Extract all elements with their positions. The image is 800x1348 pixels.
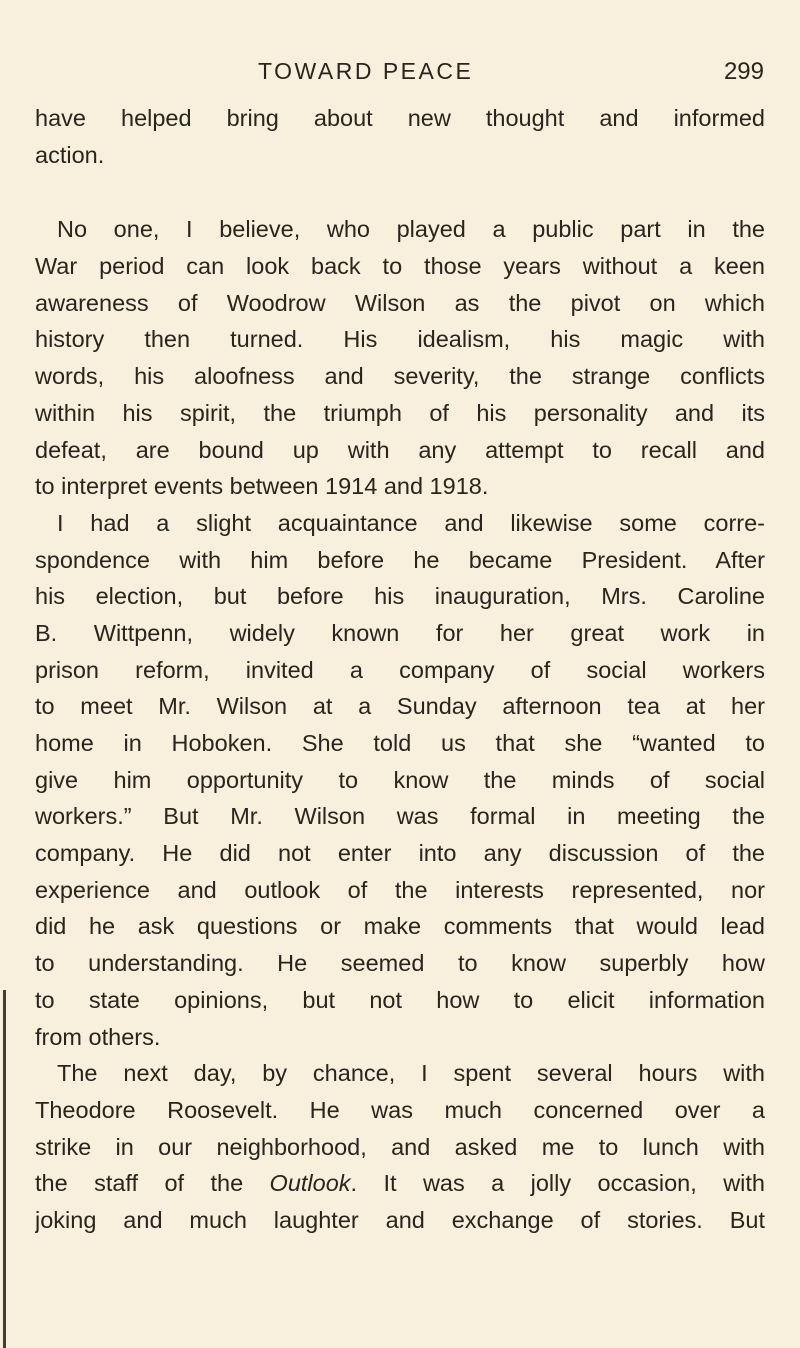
paragraph: [35, 211, 765, 505]
text-line: to understanding. He seemed to know superbly how: [35, 950, 765, 977]
body-text: [35, 100, 765, 1239]
text-line: action.: [35, 141, 105, 168]
paragraph: [35, 505, 765, 1055]
text-line: I had a slight acquaintance and likewise some corre-: [57, 509, 765, 536]
text-line: The next day, by chance, I spent several hours with: [57, 1060, 765, 1087]
text-line: prison reform, invited a company of social workers: [35, 656, 765, 683]
page-number: 299: [723, 58, 764, 85]
text-line: give him opportunity to know the minds of social: [35, 766, 765, 793]
text-line: defeat, are bound up with any attempt to recall and: [35, 436, 765, 463]
page-edge-shadow: [3, 990, 6, 1348]
text-line: did he ask questions or make comments that would lead: [35, 913, 765, 940]
text-line: strike in our neighborhood, and asked me to lunch with: [35, 1133, 765, 1160]
text-line: company. He did not enter into any discussion of the: [35, 840, 765, 867]
text-line: experience and outlook of the interests represented, nor: [35, 876, 765, 903]
text-line: No one, I believe, who played a public part in the: [57, 216, 765, 243]
running-header: [0, 58, 800, 92]
text-line: his election, but before his inauguration, Mrs. Caroline: [35, 583, 765, 610]
text-line: to interpret events between 1914 and 1918.: [35, 473, 489, 500]
text-line: to meet Mr. Wilson at a Sunday afternoon tea at her: [35, 693, 765, 720]
text-span: the staff of the: [35, 1170, 270, 1197]
paragraph: [35, 100, 765, 173]
text-line: War period can look back to those years without a keen: [35, 253, 765, 280]
text-line: [35, 1165, 765, 1202]
text-line: words, his aloofness and severity, the strange conflicts: [35, 363, 765, 390]
text-line: workers.” But Mr. Wilson was formal in meeting the: [35, 803, 765, 830]
text-line: awareness of Woodrow Wilson as the pivot on which: [35, 289, 765, 316]
text-line: Theodore Roosevelt. He was much concerned over a: [35, 1096, 765, 1123]
text-span: . It was a jolly occasion, with: [350, 1170, 765, 1197]
text-line: joking and much laughter and exchange of stories. But: [35, 1206, 765, 1233]
paragraph: [35, 1055, 765, 1238]
running-title: TOWARD PEACE: [258, 58, 474, 84]
text-line: within his spirit, the triumph of his personality and its: [35, 399, 765, 426]
text-line: have helped bring about new thought and informed: [35, 105, 765, 131]
text-line: B. Wittpenn, widely known for her great work in: [35, 619, 765, 646]
text-line: to state opinions, but not how to elicit information: [35, 986, 765, 1013]
text-line: from others.: [35, 1023, 161, 1050]
paragraph-gap: [35, 173, 765, 211]
text-line: spondence with him before he became President. After: [35, 546, 765, 573]
text-line: home in Hoboken. She told us that she “wanted to: [35, 730, 765, 756]
italic-title: Outlook: [269, 1170, 351, 1197]
text-line: history then turned. His idealism, his magic with: [35, 326, 765, 353]
